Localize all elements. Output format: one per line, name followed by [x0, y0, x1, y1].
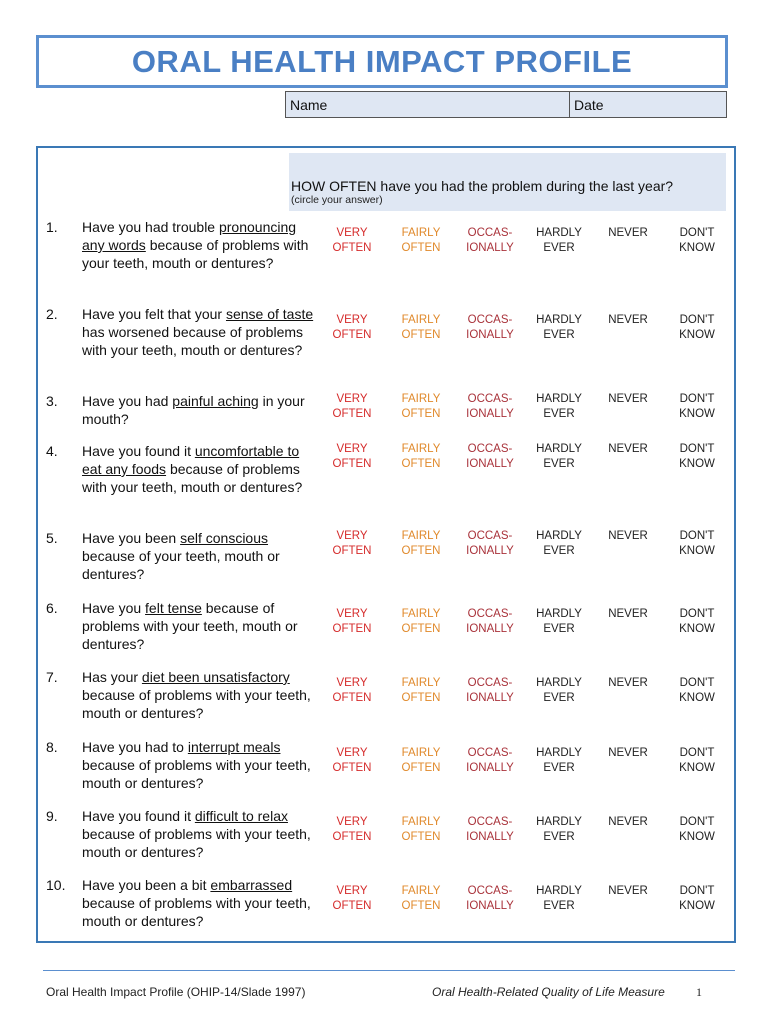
answer-option-line1: DON'T [679, 530, 715, 542]
answer-option-line1: OCCAS- [467, 747, 513, 759]
answer-option-line1: OCCAS- [467, 530, 513, 542]
answer-option[interactable] [322, 815, 382, 845]
instructions-question: HOW OFTEN have you had the problem during the last year? [291, 178, 674, 194]
question-number: 10. [46, 877, 66, 893]
question-text-after: because of problems with your teeth, mouth or dentures? [82, 687, 311, 721]
question-text [82, 305, 314, 359]
answer-option-line2: OFTEN [401, 458, 441, 470]
answer-option[interactable] [322, 746, 382, 776]
answer-option-line2: KNOW [679, 408, 715, 420]
question-text-before: Have you found it [82, 808, 195, 824]
answer-option[interactable] [322, 313, 382, 343]
answer-option-line1: OCCAS- [467, 816, 513, 828]
question-key-phrase: uncomfortable to eat any foods [82, 443, 300, 477]
question-key-phrase: painful aching [172, 393, 259, 409]
answer-option[interactable] [529, 746, 589, 776]
answer-option-line1: FAIRLY [401, 443, 441, 455]
answer-option[interactable] [391, 392, 451, 422]
question-text-before: Have you [82, 600, 146, 616]
answer-option-line2: EVER [543, 900, 575, 912]
answer-option[interactable] [460, 676, 520, 706]
question-text [82, 442, 314, 496]
answer-option-line2: EVER [543, 545, 575, 557]
answer-option[interactable] [598, 815, 658, 830]
answer-option-line1: OCCAS- [467, 443, 513, 455]
answer-option-line1: NEVER [608, 443, 648, 455]
answer-option-line1: OCCAS- [467, 885, 513, 897]
answer-option[interactable] [391, 746, 451, 776]
answer-option-line1: DON'T [679, 677, 715, 689]
answer-option-line1: DON'T [679, 393, 715, 405]
name-label: Name [290, 97, 328, 113]
question-text-before: Has your [82, 669, 142, 685]
answer-option[interactable] [391, 884, 451, 914]
answer-option[interactable] [460, 226, 520, 256]
answer-option-line1: OCCAS- [467, 227, 513, 239]
question-number: 5. [46, 530, 58, 546]
question-key-phrase: self conscious [180, 530, 269, 546]
answer-option[interactable] [667, 313, 727, 343]
question-number: 1. [46, 219, 58, 235]
answer-option-line1: NEVER [608, 747, 648, 759]
answer-option[interactable] [667, 442, 727, 472]
answer-option[interactable] [460, 815, 520, 845]
title-box [36, 35, 728, 88]
answer-option-line1: OCCAS- [467, 314, 513, 326]
answer-option-line1: NEVER [608, 885, 648, 897]
question-key-phrase: sense of taste [225, 306, 314, 322]
answer-option-line2: KNOW [679, 831, 715, 843]
answer-option-line1: HARDLY [536, 747, 582, 759]
page-number: 1 [696, 985, 702, 999]
answer-option-line2: OFTEN [401, 900, 441, 912]
name-date-fields [285, 91, 727, 118]
question-text-after: in your mouth? [82, 393, 305, 427]
answer-option-line1: FAIRLY [401, 885, 441, 897]
answer-option[interactable] [391, 607, 451, 637]
answer-option[interactable] [667, 607, 727, 637]
answer-option-line1: HARDLY [536, 530, 582, 542]
answer-option-line2: IONALLY [466, 545, 514, 557]
answer-option-line1: VERY [336, 885, 368, 897]
answer-option-line2: OFTEN [332, 692, 372, 704]
answer-option[interactable] [598, 676, 658, 691]
date-field[interactable] [570, 92, 726, 117]
answer-option[interactable] [529, 676, 589, 706]
question-text-after: because of problems with your teeth, mouth or dentures? [82, 600, 298, 652]
answer-option[interactable] [391, 442, 451, 472]
answer-option-line1: HARDLY [536, 393, 582, 405]
answer-option[interactable] [598, 313, 658, 328]
answer-option-line2: KNOW [679, 692, 715, 704]
question-text-after: because of problems with your teeth, mouth or dentures? [82, 237, 309, 271]
answer-option-line2: KNOW [679, 458, 715, 470]
answer-option-line1: VERY [336, 393, 368, 405]
answer-option[interactable] [460, 442, 520, 472]
question-text [82, 392, 314, 428]
answer-option[interactable] [322, 392, 382, 422]
footer-divider [43, 970, 735, 971]
answer-option[interactable] [391, 313, 451, 343]
answer-option[interactable] [667, 392, 727, 422]
name-field[interactable] [286, 92, 570, 117]
answer-option-line2: IONALLY [466, 458, 514, 470]
answer-option-line1: NEVER [608, 816, 648, 828]
answer-option-line2: OFTEN [332, 545, 372, 557]
answer-option-line2: OFTEN [401, 831, 441, 843]
answer-option[interactable] [460, 392, 520, 422]
answer-option[interactable] [391, 815, 451, 845]
question-number: 8. [46, 739, 58, 755]
question-text-before: Have you had to [82, 739, 188, 755]
answer-option-line1: VERY [336, 677, 368, 689]
questionnaire-box [36, 146, 736, 943]
answer-option[interactable] [460, 607, 520, 637]
footer-source: Oral Health Impact Profile (OHIP-14/Slade 1997) [46, 985, 306, 999]
answer-option[interactable] [598, 392, 658, 407]
answer-option-line2: IONALLY [466, 900, 514, 912]
question-key-phrase: difficult to relax [194, 808, 288, 824]
answer-option-line2: OFTEN [401, 329, 441, 341]
question-key-phrase: diet been unsatisfactory [141, 669, 290, 685]
answer-option-line2: EVER [543, 242, 575, 254]
answer-option-line2: KNOW [679, 762, 715, 774]
question-text-after: because of your teeth, mouth or dentures? [82, 548, 280, 582]
answer-option-line1: NEVER [608, 227, 648, 239]
answer-option-line2: KNOW [679, 329, 715, 341]
answer-option-line1: VERY [336, 747, 368, 759]
answer-option-line2: OFTEN [332, 900, 372, 912]
answer-option-line2: IONALLY [466, 623, 514, 635]
answer-option-line1: OCCAS- [467, 608, 513, 620]
answer-option[interactable] [667, 529, 727, 559]
answer-option[interactable] [667, 226, 727, 256]
answer-option[interactable] [598, 529, 658, 544]
answer-option[interactable] [667, 676, 727, 706]
question-number: 7. [46, 669, 58, 685]
question-key-phrase: felt tense [145, 600, 202, 616]
answer-option[interactable] [598, 607, 658, 622]
answer-option[interactable] [460, 746, 520, 776]
answer-option-line2: OFTEN [332, 458, 372, 470]
answer-option-line1: HARDLY [536, 816, 582, 828]
answer-option-line1: DON'T [679, 816, 715, 828]
answer-option-line1: DON'T [679, 885, 715, 897]
answer-option-line1: DON'T [679, 314, 715, 326]
question-key-phrase: embarrassed [210, 877, 293, 893]
question-text-before: Have you had trouble [82, 219, 219, 235]
question-text [82, 599, 314, 653]
answer-option-line2: OFTEN [332, 623, 372, 635]
question-text [82, 529, 314, 583]
question-key-phrase: pronouncing any words [82, 219, 297, 253]
answer-option-line2: KNOW [679, 545, 715, 557]
answer-option[interactable] [460, 313, 520, 343]
answer-option[interactable] [391, 676, 451, 706]
answer-option[interactable] [598, 884, 658, 899]
question-number: 3. [46, 393, 58, 409]
answer-option-line2: OFTEN [332, 762, 372, 774]
answer-option[interactable] [667, 815, 727, 845]
answer-option-line1: HARDLY [536, 885, 582, 897]
answer-option[interactable] [529, 392, 589, 422]
answer-option-line1: OCCAS- [467, 677, 513, 689]
answer-option[interactable] [322, 607, 382, 637]
answer-option[interactable] [529, 226, 589, 256]
answer-option-line1: VERY [336, 443, 368, 455]
question-number: 9. [46, 808, 58, 824]
answer-option-line2: KNOW [679, 242, 715, 254]
question-text-before: Have you been a bit [82, 877, 211, 893]
answer-option-line2: OFTEN [401, 242, 441, 254]
answer-option-line2: IONALLY [466, 831, 514, 843]
answer-option[interactable] [598, 746, 658, 761]
answer-option-line2: EVER [543, 329, 575, 341]
question-text-after: has worsened because of problems with your teeth, mouth or dentures? [82, 324, 304, 358]
answer-option-line1: NEVER [608, 393, 648, 405]
answer-option-line2: KNOW [679, 623, 715, 635]
question-text-before: Have you had [82, 393, 173, 409]
answer-option-line1: FAIRLY [401, 227, 441, 239]
answer-option-line2: EVER [543, 692, 575, 704]
answer-option-line1: FAIRLY [401, 608, 441, 620]
answer-option[interactable] [667, 884, 727, 914]
answer-option[interactable] [322, 529, 382, 559]
answer-option[interactable] [529, 313, 589, 343]
answer-option-line2: EVER [543, 762, 575, 774]
answer-option-line1: NEVER [608, 677, 648, 689]
answer-option-line1: HARDLY [536, 314, 582, 326]
question-text-after: because of problems with your teeth, mouth or dentures? [82, 826, 311, 860]
question-number: 2. [46, 306, 58, 322]
answer-option-line2: EVER [543, 458, 575, 470]
answer-option-line2: OFTEN [401, 545, 441, 557]
answer-option[interactable] [322, 884, 382, 914]
answer-option-line1: FAIRLY [401, 816, 441, 828]
question-text [82, 876, 314, 930]
answer-option[interactable] [529, 815, 589, 845]
answer-option[interactable] [529, 529, 589, 559]
answer-option-line2: IONALLY [466, 692, 514, 704]
answer-option[interactable] [529, 607, 589, 637]
answer-option[interactable] [529, 884, 589, 914]
answer-option-line1: FAIRLY [401, 747, 441, 759]
instructions-box [289, 153, 726, 211]
answer-option-line1: VERY [336, 608, 368, 620]
question-text [82, 738, 314, 792]
answer-option-line1: FAIRLY [401, 530, 441, 542]
question-text-after: because of problems with your teeth, mouth or dentures? [82, 461, 303, 495]
answer-option-line1: DON'T [679, 608, 715, 620]
answer-option-line2: OFTEN [401, 408, 441, 420]
answer-option-line2: IONALLY [466, 762, 514, 774]
instructions-note: (circle your answer) [291, 194, 383, 206]
answer-option-line2: EVER [543, 831, 575, 843]
answer-option-line2: OFTEN [401, 692, 441, 704]
answer-option-line1: NEVER [608, 530, 648, 542]
answer-option-line1: HARDLY [536, 608, 582, 620]
answer-option-line1: NEVER [608, 608, 648, 620]
question-text-before: Have you been [82, 530, 181, 546]
question-text [82, 807, 314, 861]
answer-option-line2: EVER [543, 623, 575, 635]
answer-option-line2: OFTEN [401, 762, 441, 774]
question-text-after: because of problems with your teeth, mouth or dentures? [82, 757, 311, 791]
question-number: 6. [46, 600, 58, 616]
answer-option-line2: IONALLY [466, 329, 514, 341]
answer-option-line2: OFTEN [332, 329, 372, 341]
question-text [82, 218, 314, 272]
answer-option-line1: DON'T [679, 747, 715, 759]
answer-option[interactable] [322, 226, 382, 256]
answer-option-line1: DON'T [679, 443, 715, 455]
answer-option-line2: IONALLY [466, 408, 514, 420]
answer-option[interactable] [391, 226, 451, 256]
answer-option[interactable] [460, 529, 520, 559]
answer-option-line1: DON'T [679, 227, 715, 239]
answer-option-line1: HARDLY [536, 443, 582, 455]
answer-option-line2: KNOW [679, 900, 715, 912]
answer-option-line2: IONALLY [466, 242, 514, 254]
answer-option-line1: NEVER [608, 314, 648, 326]
page-title: ORAL HEALTH IMPACT PROFILE [131, 43, 633, 79]
answer-option[interactable] [322, 442, 382, 472]
answer-option-line1: HARDLY [536, 677, 582, 689]
answer-option-line2: OFTEN [401, 623, 441, 635]
answer-option[interactable] [322, 676, 382, 706]
answer-option-line1: FAIRLY [401, 677, 441, 689]
answer-option[interactable] [667, 746, 727, 776]
answer-option-line1: VERY [336, 530, 368, 542]
answer-option-line1: FAIRLY [401, 393, 441, 405]
answer-option[interactable] [391, 529, 451, 559]
answer-option-line1: FAIRLY [401, 314, 441, 326]
question-text [82, 668, 314, 722]
answer-option[interactable] [598, 226, 658, 241]
date-label: Date [574, 97, 604, 113]
answer-option-line2: OFTEN [332, 242, 372, 254]
question-text-before: Have you found it [82, 443, 195, 459]
answer-option-line2: EVER [543, 408, 575, 420]
answer-option-line1: VERY [336, 816, 368, 828]
answer-option-line1: OCCAS- [467, 393, 513, 405]
answer-option-line1: VERY [336, 227, 368, 239]
answer-option[interactable] [598, 442, 658, 457]
question-key-phrase: interrupt meals [187, 739, 281, 755]
question-text-after: because of problems with your teeth, mouth or dentures? [82, 895, 311, 929]
question-number: 4. [46, 443, 58, 459]
question-text-before: Have you felt that your [82, 306, 226, 322]
answer-option-line2: OFTEN [332, 408, 372, 420]
answer-option-line1: VERY [336, 314, 368, 326]
answer-option[interactable] [529, 442, 589, 472]
answer-option-line1: HARDLY [536, 227, 582, 239]
answer-option[interactable] [460, 884, 520, 914]
answer-option-line2: OFTEN [332, 831, 372, 843]
footer-caption: Oral Health-Related Quality of Life Measure [432, 985, 665, 999]
